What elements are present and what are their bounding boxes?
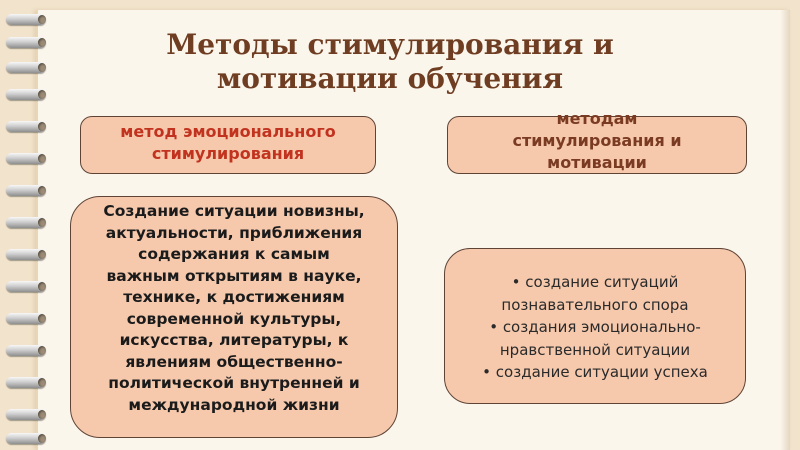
spiral-ring-icon (6, 120, 52, 134)
list-item (453, 316, 737, 361)
spiral-ring-icon (6, 376, 52, 390)
spiral-ring-icon (6, 36, 52, 50)
list-item (453, 361, 737, 384)
methods-bullet-list (453, 271, 737, 384)
spiral-ring-icon (6, 280, 52, 294)
spiral-ring-icon (6, 312, 52, 326)
spiral-ring-icon (6, 61, 52, 75)
stimulation-methods-list-panel (444, 248, 746, 404)
header-line: методам (556, 109, 638, 128)
description-line: международной жизни (128, 395, 340, 414)
spiral-ring-icon (6, 13, 52, 27)
description-line: технике, к достижениям (123, 288, 345, 306)
spiral-ring-icon (6, 184, 52, 198)
header-line: стимулирования и (512, 131, 682, 150)
description-line: Создание ситуации новизны, (103, 202, 365, 220)
spiral-ring-icon (6, 408, 52, 422)
spiral-ring-icon (6, 88, 52, 102)
emotional-method-description (70, 196, 398, 438)
list-item-text: создание ситуации успеха (495, 363, 708, 381)
list-item-text: создания эмоционально- (502, 318, 701, 336)
description-line: важным открытиям в науке, (106, 266, 362, 285)
title-line: Методы стимулирования и (166, 28, 614, 61)
description-line: искусства, литературы, к (119, 331, 349, 349)
spiral-ring-icon (6, 216, 52, 230)
description-line: современной культуры, (126, 309, 342, 328)
title-line: мотивации обучения (216, 62, 564, 95)
header-line: стимулирования (151, 144, 305, 163)
header-line: метод эмоционального (120, 122, 336, 141)
list-item-text: познавательного спора (501, 295, 689, 314)
spiral-ring-icon (6, 248, 52, 262)
description-line: политической внутренней и (108, 374, 360, 392)
list-item (453, 271, 737, 316)
emotional-method-header (80, 116, 376, 174)
header-line: мотивации (547, 153, 647, 172)
spiral-ring-icon (6, 432, 52, 446)
spiral-ring-icon (6, 344, 52, 358)
list-item-text: нравственной ситуации (499, 340, 691, 359)
stimulation-methods-header (447, 109, 747, 174)
description-line: актуальности, приближения (105, 223, 363, 242)
list-item-text: создание ситуаций (525, 273, 679, 291)
spiral-ring-icon (6, 152, 52, 166)
slide-title (120, 28, 660, 96)
description-text (77, 201, 391, 416)
description-line: содержания к самым (138, 245, 330, 263)
description-line: явлениям общественно- (125, 352, 343, 371)
